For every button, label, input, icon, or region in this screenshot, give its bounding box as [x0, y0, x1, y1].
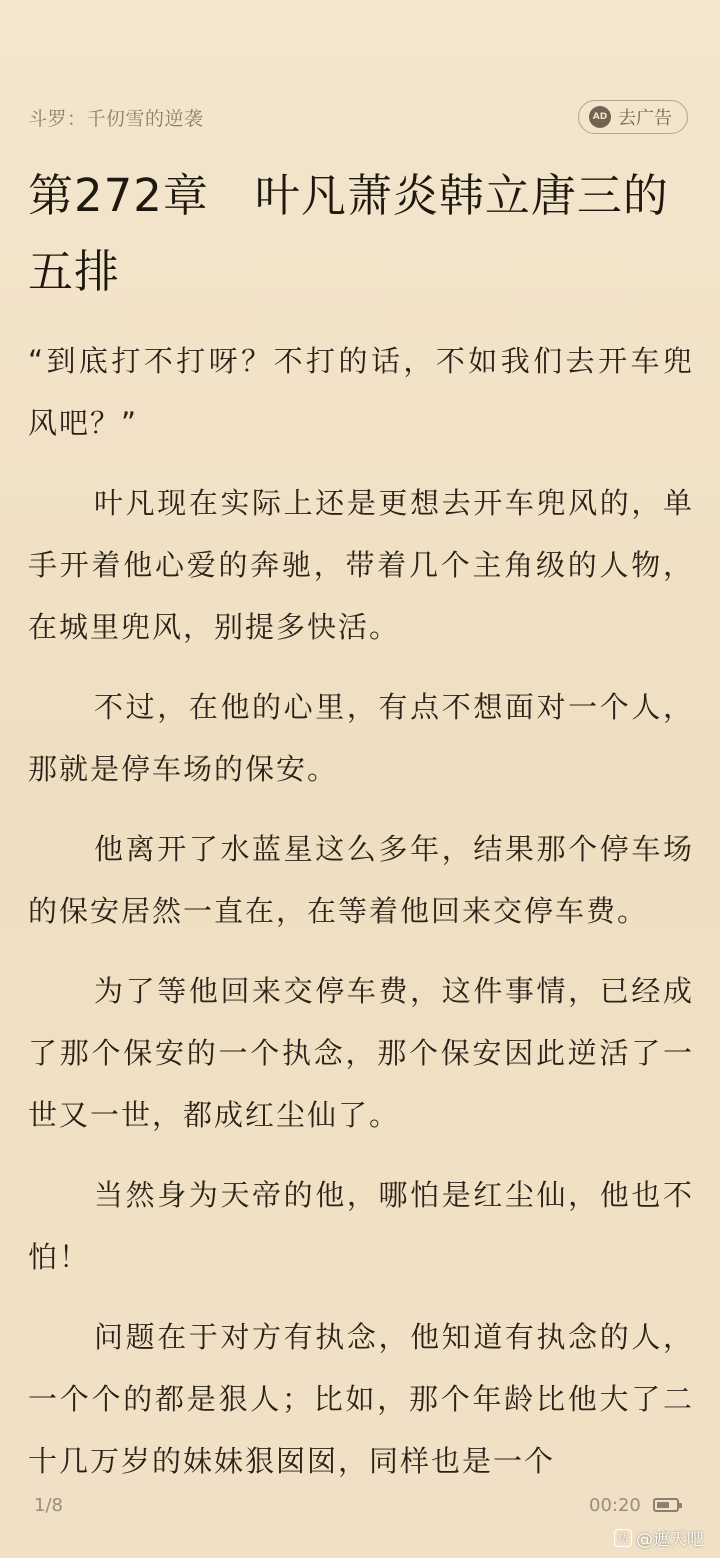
ad-icon: AD	[589, 106, 611, 128]
remove-ads-button[interactable]	[578, 100, 688, 134]
tieba-logo-icon: 贴	[614, 1529, 632, 1547]
battery-level	[657, 1502, 669, 1508]
chapter-content	[28, 330, 694, 1510]
paragraph: 当然身为天帝的他，哪怕是红尘仙，他也不怕！	[28, 1178, 694, 1274]
paragraph: 为了等他回来交停车费，这件事情，已经成了那个保安的一个执念，那个保安因此逆活了一世又一世，都成红尘仙了。	[28, 974, 694, 1132]
remove-ads-label: 去广告	[618, 108, 672, 129]
paragraph: 他离开了水蓝星这么多年，结果那个停车场的保安居然一直在，在等着他回来交停车费。	[28, 832, 694, 928]
watermark	[614, 1525, 704, 1550]
paragraph: “到底打不打呀？不打的话，不如我们去开车兜风吧？”	[28, 344, 694, 440]
book-title: 斗罗：千仞雪的逆袭	[28, 108, 204, 130]
paragraph: 叶凡现在实际上还是更想去开车兜风的，单手开着他心爱的奔驰，带着几个主角级的人物，在城里兜风，别提多快活。	[28, 486, 694, 644]
paragraph: 问题在于对方有执念，他知道有执念的人，一个个的都是狠人；比如，那个年龄比他大了二十几万岁的妹妹狠囡囡，同样也是一个	[28, 1320, 694, 1478]
watermark-text: @遮天吧	[636, 1530, 704, 1550]
page-indicator: 1/8	[34, 1495, 63, 1516]
paragraph: 不过，在他的心里，有点不想面对一个人，那就是停车场的保安。	[28, 690, 694, 786]
chapter-title: 第272章 叶凡萧炎韩立唐三的五排	[28, 169, 669, 298]
clock-time: 00:20	[589, 1495, 641, 1516]
battery-icon	[653, 1498, 679, 1512]
